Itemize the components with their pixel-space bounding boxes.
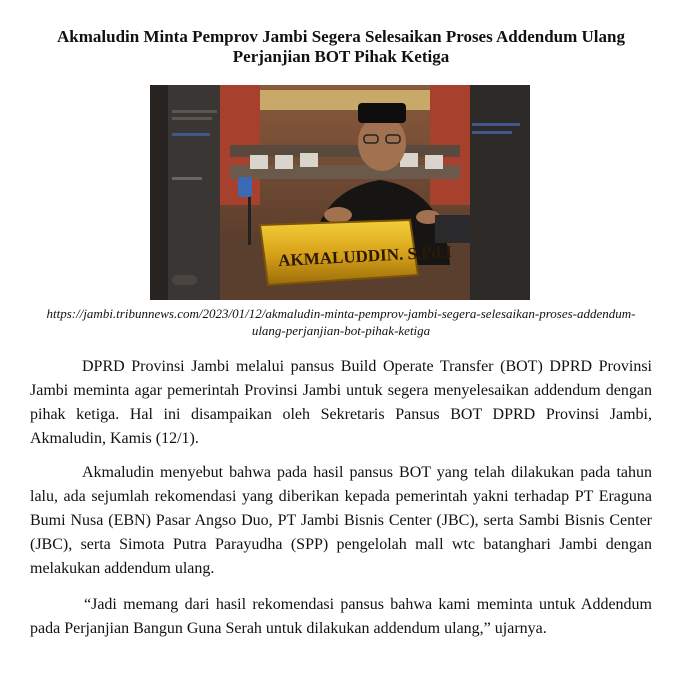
photo-illustration xyxy=(150,85,530,300)
article-title: Akmaludin Minta Pemprov Jambi Segera Selesaikan Proses Addendum Ulang Perjanjian BOT Pihak Ketiga xyxy=(57,27,625,66)
paragraph-1: DPRD Provinsi Jambi melalui pansus Build Operate Transfer (BOT) DPRD Provinsi Jambi meminta agar pemerintah Provinsi Jambi untuk segera menyelesaikan addendum dengan pihak ketiga. Hal ini disampaikan oleh Sekretaris Pansus BOT DPRD Provinsi Jambi, Akmaludin, Kamis (12/1). xyxy=(30,358,652,447)
image-caption[interactable]: https://jambi.tribunnews.com/2023/01/12/akmaludin-minta-pemprov-jambi-segera-selesaikan-proses-addendum-ulang-perjanjian-bot-pihak-ketiga xyxy=(46,306,636,338)
paragraph-3: “Jadi memang dari hasil rekomendasi pansus bahwa kami meminta untuk Addendum pada Perjanjian Bangun Guna Serah untuk dilakukan addendum ulang,” ujarnya. xyxy=(30,596,652,637)
article-photo xyxy=(150,85,530,300)
paragraph-2: Akmaludin menyebut bahwa pada hasil pansus BOT yang telah dilakukan pada tahun lalu, ada sejumlah rekomendasi yang diberikan kepada pemerintah yakni terhadap PT Eraguna Bumi Nusa (EBN) Pasar Angso Duo, PT Jambi Bisnis Center (JBC), serta Sambi Bisnis Center (JBC), serta Simota Putra Parayudha (SPP) pengelolah mall wtc batanghari Jambi dengan melakukan addendum ulang. xyxy=(30,464,652,577)
nameplate-text: AKMALUDDIN. S.Pd.I xyxy=(277,242,453,271)
